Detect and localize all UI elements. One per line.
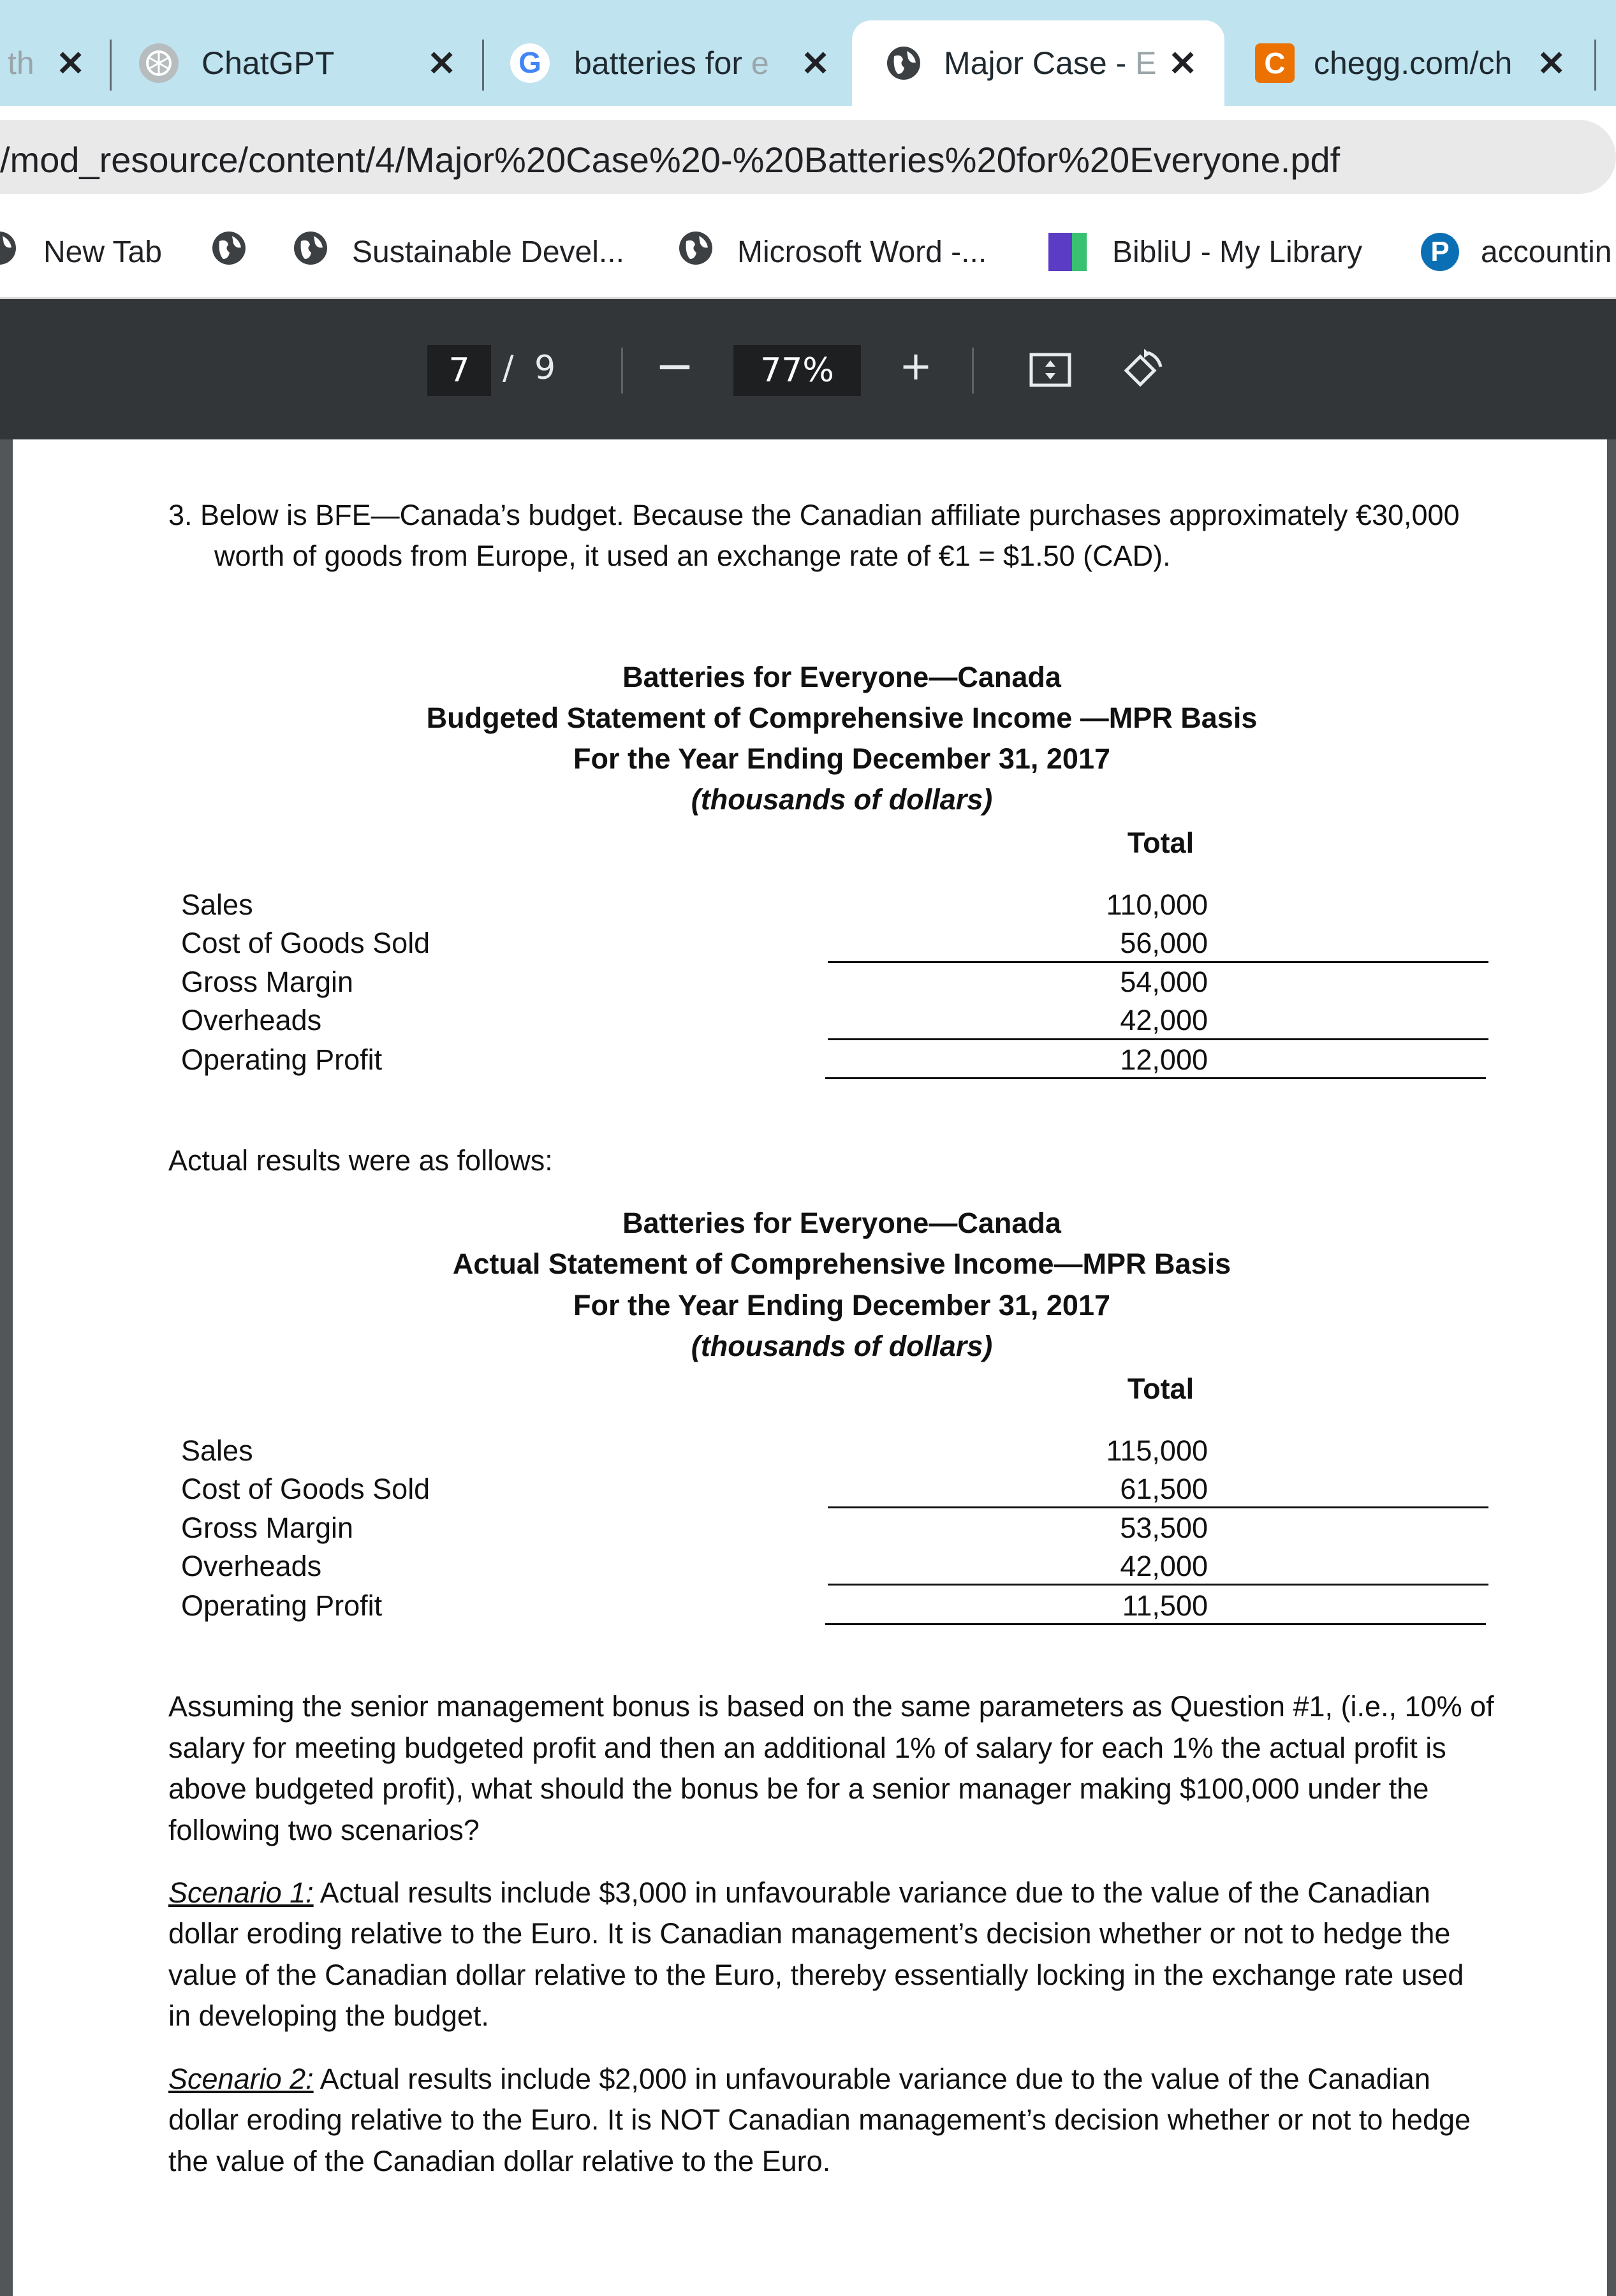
budget-row-label: Sales bbox=[181, 888, 253, 921]
budget-title-period: For the Year Ending December 31, 2017 bbox=[573, 742, 1111, 775]
total-rule bbox=[825, 1623, 1486, 1625]
question-3-line-2: worth of goods from Europe, it used an exchange rate of €1 = $1.50 (CAD). bbox=[214, 540, 1171, 572]
bonus-paragraph-line: above budgeted profit), what should the bonus be for a senior manager making $100,000 under the bbox=[168, 1772, 1429, 1805]
budget-row-value: 110,000 bbox=[1106, 888, 1208, 921]
budget-row-label: Gross Margin bbox=[181, 966, 354, 998]
tab-separator bbox=[482, 40, 484, 91]
actual-title-statement: Actual Statement of Comprehensive Income—MPR Basis bbox=[452, 1247, 1231, 1280]
question-3-line-1: 3. Below is BFE—Canada’s budget. Because the Canadian affiliate purchases approximately €30,000 bbox=[168, 499, 1460, 531]
svg-text:G: G bbox=[518, 46, 541, 79]
url-text[interactable]: /mod_resource/content/4/Major%20Case%20-%20Batteries%20for%20Everyone.pdf bbox=[0, 140, 1341, 180]
bookmark-label: New Tab bbox=[43, 235, 162, 269]
toolbar-divider bbox=[621, 348, 623, 394]
close-icon[interactable]: ✕ bbox=[427, 44, 457, 83]
tab-batteries[interactable] bbox=[491, 20, 848, 106]
zoom-level-input[interactable]: 77% bbox=[733, 345, 861, 396]
actual-results-intro: Actual results were as follows: bbox=[168, 1144, 553, 1177]
bookmarks-bar bbox=[0, 208, 1616, 299]
tab-title: ChatGPT bbox=[202, 45, 335, 81]
scenario-2-label: Scenario 2: bbox=[168, 2063, 314, 2095]
bookmark-label: BibliU - My Library bbox=[1112, 235, 1363, 269]
scenario-2-line: the value of the Canadian dollar relative to the Euro. bbox=[168, 2145, 831, 2177]
fit-page-icon[interactable] bbox=[1029, 353, 1071, 387]
actual-title-company: Batteries for Everyone—Canada bbox=[622, 1207, 1061, 1239]
bookmark-microsoft-word[interactable] bbox=[677, 230, 987, 274]
address-bar[interactable] bbox=[0, 120, 1616, 194]
chegg-icon bbox=[1255, 43, 1295, 83]
close-icon[interactable]: ✕ bbox=[1537, 44, 1566, 83]
bookmark-globe[interactable] bbox=[210, 230, 247, 274]
budget-column-header: Total bbox=[1127, 827, 1194, 859]
actual-row-value: 11,500 bbox=[1122, 1589, 1208, 1622]
tab-chatgpt[interactable] bbox=[121, 20, 472, 106]
budget-title-units: (thousands of dollars) bbox=[691, 783, 993, 816]
budget-row-label: Cost of Goods Sold bbox=[181, 927, 430, 959]
scenario-1-line: dollar eroding relative to the Euro. It is Canadian management’s decision whether or not to hedge the bbox=[168, 1917, 1451, 1950]
close-icon[interactable]: ✕ bbox=[801, 44, 830, 83]
close-icon[interactable]: ✕ bbox=[1168, 44, 1198, 83]
pdf-page bbox=[13, 439, 1607, 2296]
bookmark-label: accountin bbox=[1481, 235, 1612, 269]
bookmark-sustainable-devel[interactable] bbox=[292, 230, 624, 274]
actual-row-value: 53,500 bbox=[1120, 1512, 1208, 1544]
actual-row-value: 115,000 bbox=[1106, 1434, 1208, 1467]
globe-icon bbox=[884, 43, 923, 83]
total-rule bbox=[825, 1077, 1486, 1079]
bonus-paragraph-line: following two scenarios? bbox=[168, 1814, 480, 1846]
globe-icon bbox=[0, 230, 18, 274]
tab-title: Major Case - E bbox=[944, 45, 1157, 81]
tab-strip bbox=[0, 0, 1616, 106]
rotate-icon[interactable] bbox=[1116, 348, 1164, 392]
budget-title-statement: Budgeted Statement of Comprehensive Income —MPR Basis bbox=[426, 702, 1258, 734]
tab-title: th bbox=[8, 45, 34, 81]
actual-row-value: 42,000 bbox=[1120, 1550, 1208, 1582]
scenario-2-line: Scenario 2: Actual results include $2,000 in unfavourable variance due to the value of the Canadian bbox=[168, 2063, 1430, 2095]
google-icon bbox=[510, 43, 550, 83]
scenario-1-line: value of the Canadian dollar relative to the Euro, thereby essentially locking in the exchange rate used bbox=[168, 1959, 1464, 1991]
tab-chegg[interactable] bbox=[1231, 20, 1607, 106]
scenario-1-line: in developing the budget. bbox=[168, 1999, 489, 2032]
globe-icon bbox=[677, 230, 714, 274]
total-pages: 9 bbox=[534, 349, 556, 387]
pearson-icon: P bbox=[1421, 233, 1459, 271]
actual-title-units: (thousands of dollars) bbox=[691, 1330, 993, 1362]
bookmark-label: Microsoft Word -... bbox=[737, 235, 987, 269]
bookmark-label: Sustainable Devel... bbox=[352, 235, 624, 269]
budget-row-value: 56,000 bbox=[1120, 927, 1208, 959]
address-bar-row bbox=[0, 106, 1616, 208]
budget-row-label: Overheads bbox=[181, 1004, 322, 1036]
bookmark-new-tab[interactable] bbox=[0, 230, 162, 274]
globe-icon bbox=[210, 230, 247, 274]
actual-title-period: For the Year Ending December 31, 2017 bbox=[573, 1289, 1111, 1321]
chatgpt-icon bbox=[139, 43, 179, 83]
tab-major-case[interactable] bbox=[852, 20, 1224, 106]
globe-icon bbox=[292, 230, 329, 274]
tab-separator bbox=[1594, 40, 1596, 91]
actual-row-label: Overheads bbox=[181, 1550, 322, 1582]
bookmark-accounting[interactable] bbox=[1421, 230, 1612, 274]
toolbar-divider bbox=[972, 348, 974, 394]
actual-row-label: Sales bbox=[181, 1434, 253, 1467]
zoom-in-button[interactable]: + bbox=[899, 342, 932, 389]
scenario-2-line: dollar eroding relative to the Euro. It is NOT Canadian management’s decision whether or not to hedge bbox=[168, 2103, 1471, 2136]
scenario-1-label: Scenario 1: bbox=[168, 1876, 314, 1909]
bibliu-icon bbox=[1048, 233, 1087, 271]
budget-row-value: 12,000 bbox=[1120, 1043, 1208, 1076]
actual-row-label: Gross Margin bbox=[181, 1512, 354, 1544]
bookmark-bibliu[interactable] bbox=[1048, 230, 1362, 274]
actual-column-header: Total bbox=[1127, 1372, 1194, 1405]
pdf-toolbar bbox=[0, 299, 1616, 439]
budget-row-value: 42,000 bbox=[1120, 1004, 1208, 1036]
tab-th[interactable] bbox=[0, 20, 102, 106]
svg-text:C: C bbox=[1264, 47, 1286, 80]
tab-title: chegg.com/ch bbox=[1314, 45, 1513, 81]
actual-row-label: Cost of Goods Sold bbox=[181, 1473, 430, 1505]
actual-row-label: Operating Profit bbox=[181, 1589, 383, 1622]
bonus-paragraph-line: salary for meeting budgeted profit and then an additional 1% of salary for each 1% the actual profit is bbox=[168, 1732, 1446, 1764]
budget-title-company: Batteries for Everyone—Canada bbox=[622, 661, 1061, 693]
tab-title: batteries for e bbox=[574, 45, 769, 81]
page-separator: / bbox=[503, 349, 514, 387]
page-number-input[interactable]: 7 bbox=[427, 345, 491, 396]
scenario-1-line: Scenario 1: Actual results include $3,000 in unfavourable variance due to the value of the Canadian bbox=[168, 1876, 1430, 1909]
zoom-out-button[interactable]: — bbox=[658, 346, 691, 385]
budget-row-value: 54,000 bbox=[1120, 966, 1208, 998]
actual-row-value: 61,500 bbox=[1120, 1473, 1208, 1505]
close-icon[interactable]: ✕ bbox=[56, 44, 85, 83]
budget-row-label: Operating Profit bbox=[181, 1043, 383, 1076]
bonus-paragraph-line: Assuming the senior management bonus is based on the same parameters as Question #1, (i.e., 10% of bbox=[168, 1690, 1494, 1723]
tab-separator bbox=[110, 40, 112, 91]
